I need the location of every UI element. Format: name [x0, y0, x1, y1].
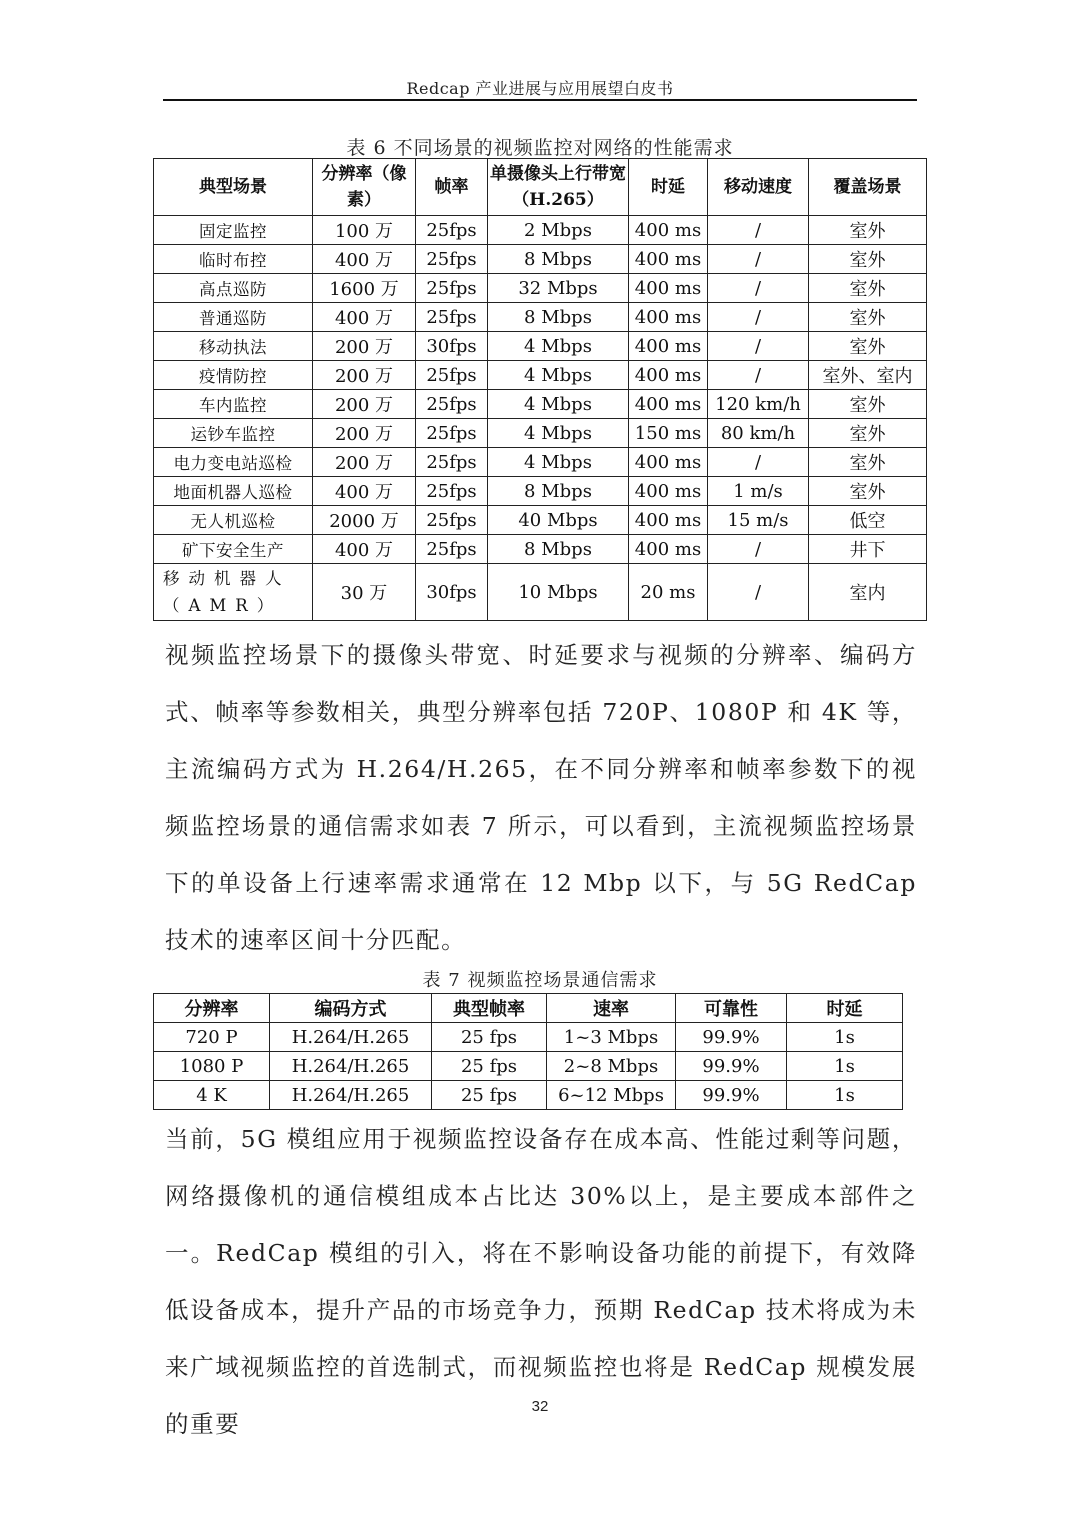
table-cell: 临时布控	[154, 245, 313, 274]
table-cell: 室外	[809, 448, 927, 477]
table7-header: 分辨率	[154, 994, 270, 1023]
header-rule	[163, 99, 917, 101]
table-cell: 4 Mbps	[488, 448, 629, 477]
table7	[153, 993, 903, 1110]
table-row	[154, 1081, 903, 1110]
table-cell: 80 km/h	[708, 419, 809, 448]
table-cell: 400 万	[313, 245, 416, 274]
table-cell: 400 ms	[629, 274, 708, 303]
table7-header: 编码方式	[270, 994, 432, 1023]
table-cell: 1 m/s	[708, 477, 809, 506]
table6-header: 帧率	[416, 159, 488, 216]
table-cell: 6~12 Mbps	[547, 1081, 676, 1110]
table-cell: 室外	[809, 419, 927, 448]
table-cell: 32 Mbps	[488, 274, 629, 303]
table6-header: 单摄像头上行带宽（H.265）	[488, 159, 629, 216]
table-cell: 室内	[809, 564, 927, 621]
table-cell: 4 Mbps	[488, 419, 629, 448]
table-cell: 200 万	[313, 448, 416, 477]
table-cell: 40 Mbps	[488, 506, 629, 535]
table6-header-row	[154, 159, 927, 216]
table-cell: 1600 万	[313, 274, 416, 303]
table-cell: 25 fps	[432, 1052, 547, 1081]
page-header: Redcap 产业进展与应用展望白皮书	[406, 79, 674, 98]
table-cell: 25 fps	[432, 1081, 547, 1110]
table-cell: 移动执法	[154, 332, 313, 361]
table-cell: 车内监控	[154, 390, 313, 419]
table6-header: 分辨率（像素）	[313, 159, 416, 216]
table-row	[154, 448, 927, 477]
table-cell: 400 ms	[629, 245, 708, 274]
table-cell: 2~8 Mbps	[547, 1052, 676, 1081]
table-cell: 室外	[809, 274, 927, 303]
table-cell: 30fps	[416, 564, 488, 621]
table6-header: 覆盖场景	[809, 159, 927, 216]
table-cell: 100 万	[313, 216, 416, 245]
table-cell: 地面机器人巡检	[154, 477, 313, 506]
table-cell: 25fps	[416, 216, 488, 245]
table7-header-row	[154, 994, 903, 1023]
table-row	[154, 1052, 903, 1081]
table-cell: 运钞车监控	[154, 419, 313, 448]
table7-header: 时延	[787, 994, 903, 1023]
table-cell: 30fps	[416, 332, 488, 361]
table-row	[154, 506, 927, 535]
table-cell: 99.9%	[676, 1052, 787, 1081]
table6	[153, 158, 927, 621]
table-cell: 无人机巡检	[154, 506, 313, 535]
table-cell: 150 ms	[629, 419, 708, 448]
table-cell: /	[708, 303, 809, 332]
table-cell: 400 万	[313, 303, 416, 332]
table7-header: 可靠性	[676, 994, 787, 1023]
table-cell: /	[708, 535, 809, 564]
table-cell: 高点巡防	[154, 274, 313, 303]
table-row	[154, 361, 927, 390]
table-cell: 720 P	[154, 1023, 270, 1052]
table-cell: 25fps	[416, 303, 488, 332]
table-cell: H.264/H.265	[270, 1052, 432, 1081]
table-cell: H.264/H.265	[270, 1081, 432, 1110]
table-row	[154, 245, 927, 274]
table-row	[154, 535, 927, 564]
table-cell: 99.9%	[676, 1023, 787, 1052]
table-cell: 25fps	[416, 506, 488, 535]
table-cell: 低空	[809, 506, 927, 535]
table-cell: 4 K	[154, 1081, 270, 1110]
table-cell: 400 万	[313, 477, 416, 506]
table-cell: 2 Mbps	[488, 216, 629, 245]
table7-header: 典型帧率	[432, 994, 547, 1023]
table-cell: 固定监控	[154, 216, 313, 245]
body-paragraph: 当前，5G 模组应用于视频监控设备存在成本高、性能过剩等问题，网络摄像机的通信模组成本占比达 30%以上，是主要成本部件之一。RedCap 模组的引入，将在不影响设备功能的前提下，有效降低设备成本，提升产品的市场竞争力，预期 RedCap 技术将成为未来广域视频监控的首选制式，而视频监控也将是 RedCap 规模发展的重要	[165, 1125, 917, 1438]
table-cell: H.264/H.265	[270, 1023, 432, 1052]
table-cell: 室外	[809, 216, 927, 245]
table-cell: 400 万	[313, 535, 416, 564]
table-cell: 4 Mbps	[488, 390, 629, 419]
table-cell: 4 Mbps	[488, 332, 629, 361]
table-cell: 25fps	[416, 274, 488, 303]
table-cell: /	[708, 361, 809, 390]
table-row	[154, 564, 927, 621]
table7-caption: 表 7 视频监控场景通信需求	[422, 970, 658, 991]
table-cell: 400 ms	[629, 535, 708, 564]
table-cell: 200 万	[313, 361, 416, 390]
table-row	[154, 332, 927, 361]
table6-caption: 表 6 不同场景的视频监控对网络的性能需求	[346, 137, 734, 159]
table-cell: /	[708, 245, 809, 274]
table-cell: 10 Mbps	[488, 564, 629, 621]
table-cell: 室外	[809, 332, 927, 361]
table-cell: 矿下安全生产	[154, 535, 313, 564]
table-cell: 15 m/s	[708, 506, 809, 535]
table-cell: 疫情防控	[154, 361, 313, 390]
table-cell: 400 ms	[629, 448, 708, 477]
table-cell: /	[708, 216, 809, 245]
table-cell: 30 万	[313, 564, 416, 621]
table-cell: 室外	[809, 245, 927, 274]
table-cell: 400 ms	[629, 332, 708, 361]
table-cell: 室外、室内	[809, 361, 927, 390]
table-cell: 移动机器人（AMR）	[154, 564, 313, 621]
table-cell: 室外	[809, 477, 927, 506]
table-cell: /	[708, 332, 809, 361]
table-cell: 8 Mbps	[488, 477, 629, 506]
table-cell: 25fps	[416, 535, 488, 564]
table-cell: 1s	[787, 1023, 903, 1052]
table-cell: 8 Mbps	[488, 535, 629, 564]
table6-header: 典型场景	[154, 159, 313, 216]
table-cell: /	[708, 274, 809, 303]
table-cell: 400 ms	[629, 303, 708, 332]
table-cell: 200 万	[313, 419, 416, 448]
table-row	[154, 477, 927, 506]
table-cell: /	[708, 448, 809, 477]
table-cell: 400 ms	[629, 361, 708, 390]
table-row	[154, 390, 927, 419]
table6-header: 移动速度	[708, 159, 809, 216]
table-cell: 室外	[809, 303, 927, 332]
table-cell: 25fps	[416, 390, 488, 419]
table-cell: 室外	[809, 390, 927, 419]
table-row	[154, 216, 927, 245]
table-cell: 1s	[787, 1052, 903, 1081]
table-row	[154, 419, 927, 448]
table-cell: 8 Mbps	[488, 303, 629, 332]
table-cell: 400 ms	[629, 216, 708, 245]
table-cell: 1080 P	[154, 1052, 270, 1081]
table-cell: 电力变电站巡检	[154, 448, 313, 477]
table-cell: 400 ms	[629, 477, 708, 506]
table-cell: 25fps	[416, 477, 488, 506]
table-cell: 20 ms	[629, 564, 708, 621]
table-cell: 1s	[787, 1081, 903, 1110]
table-cell: 200 万	[313, 332, 416, 361]
table-cell: 1~3 Mbps	[547, 1023, 676, 1052]
body-paragraph: 视频监控场景下的摄像头带宽、时延要求与视频的分辨率、编码方式、帧率等参数相关，典型分辨率包括 720P、1080P 和 4K 等，主流编码方式为 H.264/H.265，在不同分辨率和帧率参数下的视频监控场景的通信需求如表 7 所示，可以看到，主流视频监控场景下的单设备上行速率需求通常在 12 Mbp 以下，与 5G RedCap 技术的速率区间十分匹配。	[165, 641, 917, 954]
table-cell: 8 Mbps	[488, 245, 629, 274]
table-cell: 120 km/h	[708, 390, 809, 419]
table-cell: /	[708, 564, 809, 621]
page-number: 32	[531, 1398, 549, 1415]
table6-header: 时延	[629, 159, 708, 216]
table-cell: 25fps	[416, 448, 488, 477]
table-cell: 400 ms	[629, 506, 708, 535]
table-cell: 普通巡防	[154, 303, 313, 332]
table-row	[154, 274, 927, 303]
table-cell: 25fps	[416, 245, 488, 274]
table-row	[154, 303, 927, 332]
table-cell: 4 Mbps	[488, 361, 629, 390]
table-cell: 25 fps	[432, 1023, 547, 1052]
table-cell: 25fps	[416, 361, 488, 390]
table-row	[154, 1023, 903, 1052]
table-cell: 2000 万	[313, 506, 416, 535]
table-cell: 99.9%	[676, 1081, 787, 1110]
table-cell: 25fps	[416, 419, 488, 448]
table-cell: 井下	[809, 535, 927, 564]
table7-header: 速率	[547, 994, 676, 1023]
table-cell: 200 万	[313, 390, 416, 419]
table-cell: 400 ms	[629, 390, 708, 419]
